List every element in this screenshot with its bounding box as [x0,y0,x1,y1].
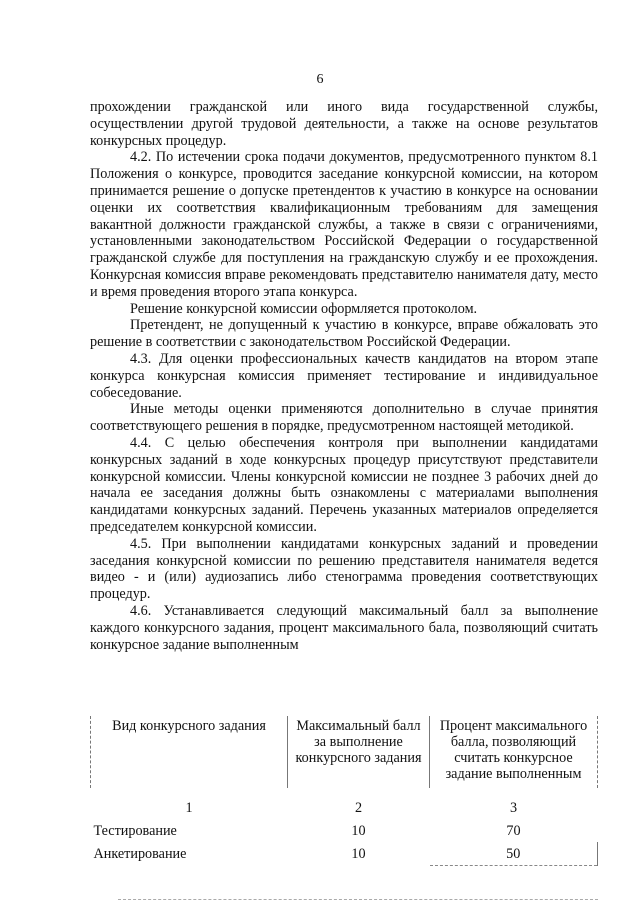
paragraph-appeal: Претендент, не допущенный к участию в конкурсе, вправе обжаловать это решение в соответствии с законодательством Российской Федерации. [90,317,598,351]
column-number-row [91,788,598,819]
paragraph-4-2: 4.2. По истечении срока подачи документов, предусмотренного пунктом 8.1 Положения о конкурсе, проводится заседание конкурсной комиссии, на котором принимается решение о допуске претендентов к участию в конкурсе на основании оценки их соответствия квалификационным требованиям для замещения вакантной должности гражданской службы, а также в связи с ограничениями, установленными законодательством Российской Федерации о государственной гражданской службе для поступления на гражданскую службу и ее прохождения. Конкурсная комиссия вправе рекомендовать представителю нанимателя дату, место и время проведения второго этапа конкурса. [90,149,598,300]
paragraph-decision: Решение конкурсной комиссии оформляется протоколом. [130,300,478,317]
score-table [90,716,598,866]
max-score: 10 [351,846,366,863]
header-task-type: Вид конкурсного задания [91,716,288,788]
column-number-1: 1 [185,800,193,816]
percent-threshold: 50 [430,842,598,866]
task-name: Анкетирование [93,846,187,863]
max-score: 10 [351,823,366,839]
column-number-3: 3 [509,800,518,816]
paragraph-4-5: 4.5. При выполнении кандидатами конкурсных заданий и проведении заседания конкурсной комиссии по решению представителя нанимателя ведется видео - и (или) аудиозапись либо стенограмма проведения соответствующих процедур. [90,535,598,603]
scan-edge-line [118,899,598,900]
column-number-2: 2 [354,800,363,816]
paragraph-other-methods: Иные методы оценки применяются дополнительно в случае принятия соответствующего решения в порядке, предусмотренном настоящей методикой. [90,401,598,435]
header-percent: Процент максимального балла, позволяющий считать конкурсное задание выполненным [430,716,598,788]
table-row [91,842,598,866]
task-name: Тестирование [93,823,177,839]
table-header-row [91,716,598,788]
percent-threshold: 70 [506,823,521,839]
paragraph-4-3: 4.3. Для оценки профессиональных качеств кандидатов на втором этапе конкурса конкурсная комиссия применяет тестирование и индивидуальное собеседование. [90,350,598,401]
paragraph-1: прохождении гражданской или иного вида государственной службы, осуществлении другой трудовой деятельности, а также на основе результатов конкурсных процедур. [90,99,598,149]
page-number: 6 [316,72,324,87]
header-max-score: Максимальный балл за выполнение конкурсного задания [288,716,430,788]
paragraph-4-4: 4.4. С целью обеспечения контроля при выполнении кандидатами конкурсных заданий в ходе конкурсных процедур присутствуют представители конкурсной комиссии. Члены конкурсной комиссии не позднее 3 рабочих дней до начала ее заседания должны быть ознакомлены с материалами выполнения кандидатами конкурсных заданий. Перечень указанных материалов определяется председателем конкурсной комиссии. [90,434,598,535]
paragraph-4-6: 4.6. Устанавливается следующий максимальный балл за выполнение каждого конкурсного задания, процент максимального бала, позволяющий считать конкурсное задание выполненным [90,602,598,653]
table-row [91,819,598,842]
document-body [90,99,598,653]
